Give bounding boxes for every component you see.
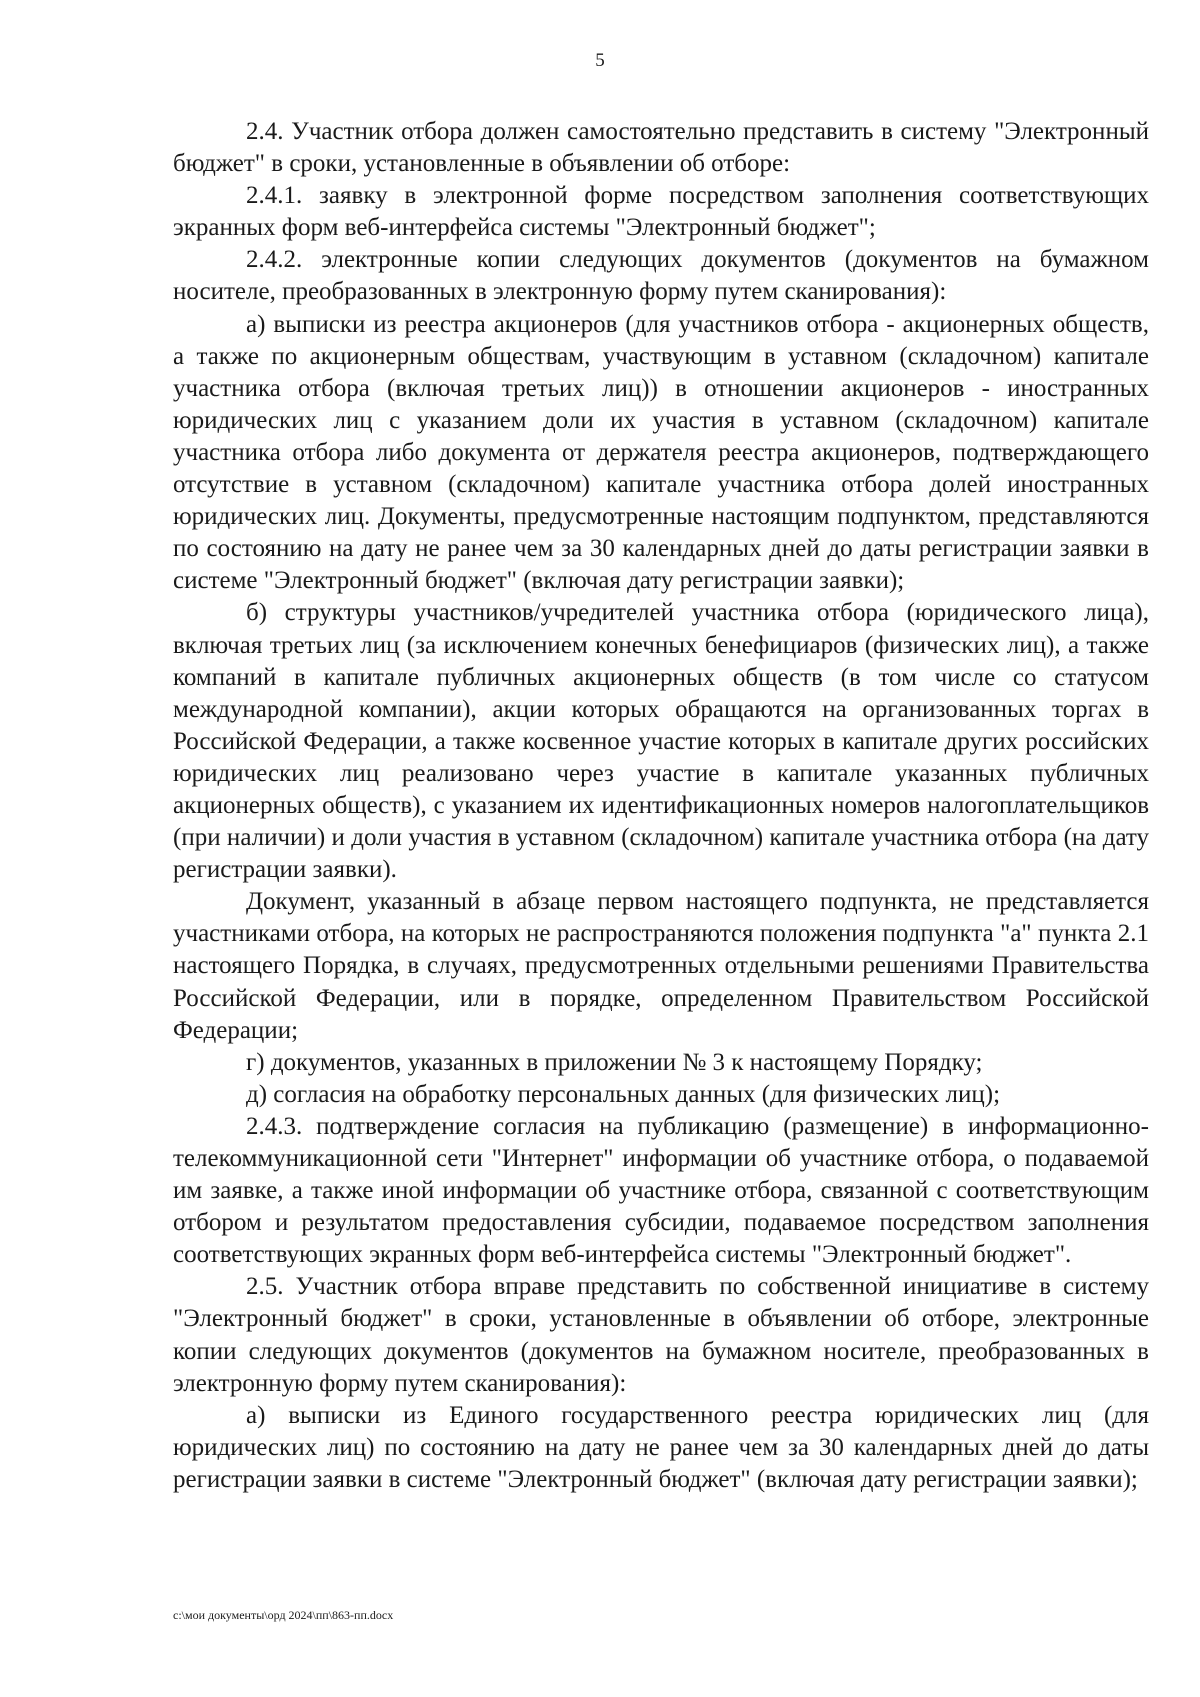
paragraph-2-4-1: 2.4.1. заявку в электронной форме посредством заполнения соответствующих экранных форм веб-интерфейса системы "Электронный бюджет"; bbox=[173, 182, 1149, 242]
paragraph-item-g: г) документов, указанных в приложении № 3 к настоящему Порядку; bbox=[246, 1048, 983, 1076]
paragraph-document-note: Документ, указанный в абзаце первом настоящего подпункта, не представляется участниками отбора, на которых не распространяются положения подпункта "а" пункта 2.1 настоящего Порядка, в случаях, предусмотренных отдельными решениями Правительства Российской Федерации, или в порядке, определенном Правительством Российской Федерации; bbox=[173, 888, 1149, 1044]
page-number: 5 bbox=[595, 50, 605, 71]
document-body bbox=[173, 116, 1149, 1496]
paragraph-2-4: 2.4. Участник отбора должен самостоятельно представить в систему "Электронный бюджет" в сроки, установленные в объявлении об отборе: bbox=[173, 118, 1149, 178]
paragraph-2-5-item-a: а) выписки из Единого государственного реестра юридических лиц (для юридических лиц) по состоянию на дату не ранее чем за 30 календарных дней до даты регистрации заявки в системе "Электронный бюджет" (включая дату регистрации заявки); bbox=[173, 1401, 1149, 1493]
paragraph-item-d: д) согласия на обработку персональных данных (для физических лиц); bbox=[246, 1080, 1001, 1108]
paragraph-2-4-3: 2.4.3. подтверждение согласия на публикацию (размещение) в информационно-телекоммуникационной сети "Интернет" информации об участнике отбора, о подаваемой им заявке, а также иной информации об участнике отбора, связанной с соответствующим отбором и результатом предоставления субсидии, подаваемое посредством заполнения соответствующих экранных форм веб-интерфейса системы "Электронный бюджет". bbox=[173, 1112, 1149, 1269]
paragraph-2-4-2: 2.4.2. электронные копии следующих документов (документов на бумажном носителе, преобразованных в электронную форму путем сканирования): bbox=[173, 246, 1149, 306]
paragraph-2-5: 2.5. Участник отбора вправе представить по собственной инициативе в систему "Электронный бюджет" в сроки, установленные в объявлении об отборе, электронные копии следующих документов (документов на бумажном носителе, преобразованных в электронную форму путем сканирования): bbox=[173, 1273, 1149, 1397]
paragraph-item-a: а) выписки из реестра акционеров (для участников отбора - акционерных обществ, а также по акционерным обществам, участвующим в уставном (складочном) капитале участника отбора (включая третьих лиц)) в отношении акционеров - иностранных юридических лиц с указанием доли их участия в уставном (складочном) капитале участника отбора либо документа от держателя реестра акционеров, подтверждающего отсутствие в уставном (складочном) капитале участника отбора долей иностранных юридических лиц. Документы, предусмотренные настоящим подпунктом, представляются по состоянию на дату не ранее чем за 30 календарных дней до даты регистрации заявки в системе "Электронный бюджет" (включая дату регистрации заявки); bbox=[173, 310, 1149, 595]
paragraph-item-b: б) структуры участников/учредителей участника отбора (юридического лица), включая третьих лиц (за исключением конечных бенефициаров (физических лиц), а также компаний в капитале публичных акционерных обществ (в том числе со статусом международной компании), акции которых обращаются на организованных торгах в Российской Федерации, а также косвенное участие которых в капитале других российских юридических лиц реализовано через участие в капитале указанных публичных акционерных обществ), с указанием их идентификационных номеров налогоплательщиков (при наличии) и доли участия в уставном (складочном) капитале участника отбора (на дату регистрации заявки). bbox=[173, 599, 1149, 884]
footer-file-path: c:\мои документы\орд 2024\пп\863-пп.docx bbox=[173, 1608, 394, 1622]
